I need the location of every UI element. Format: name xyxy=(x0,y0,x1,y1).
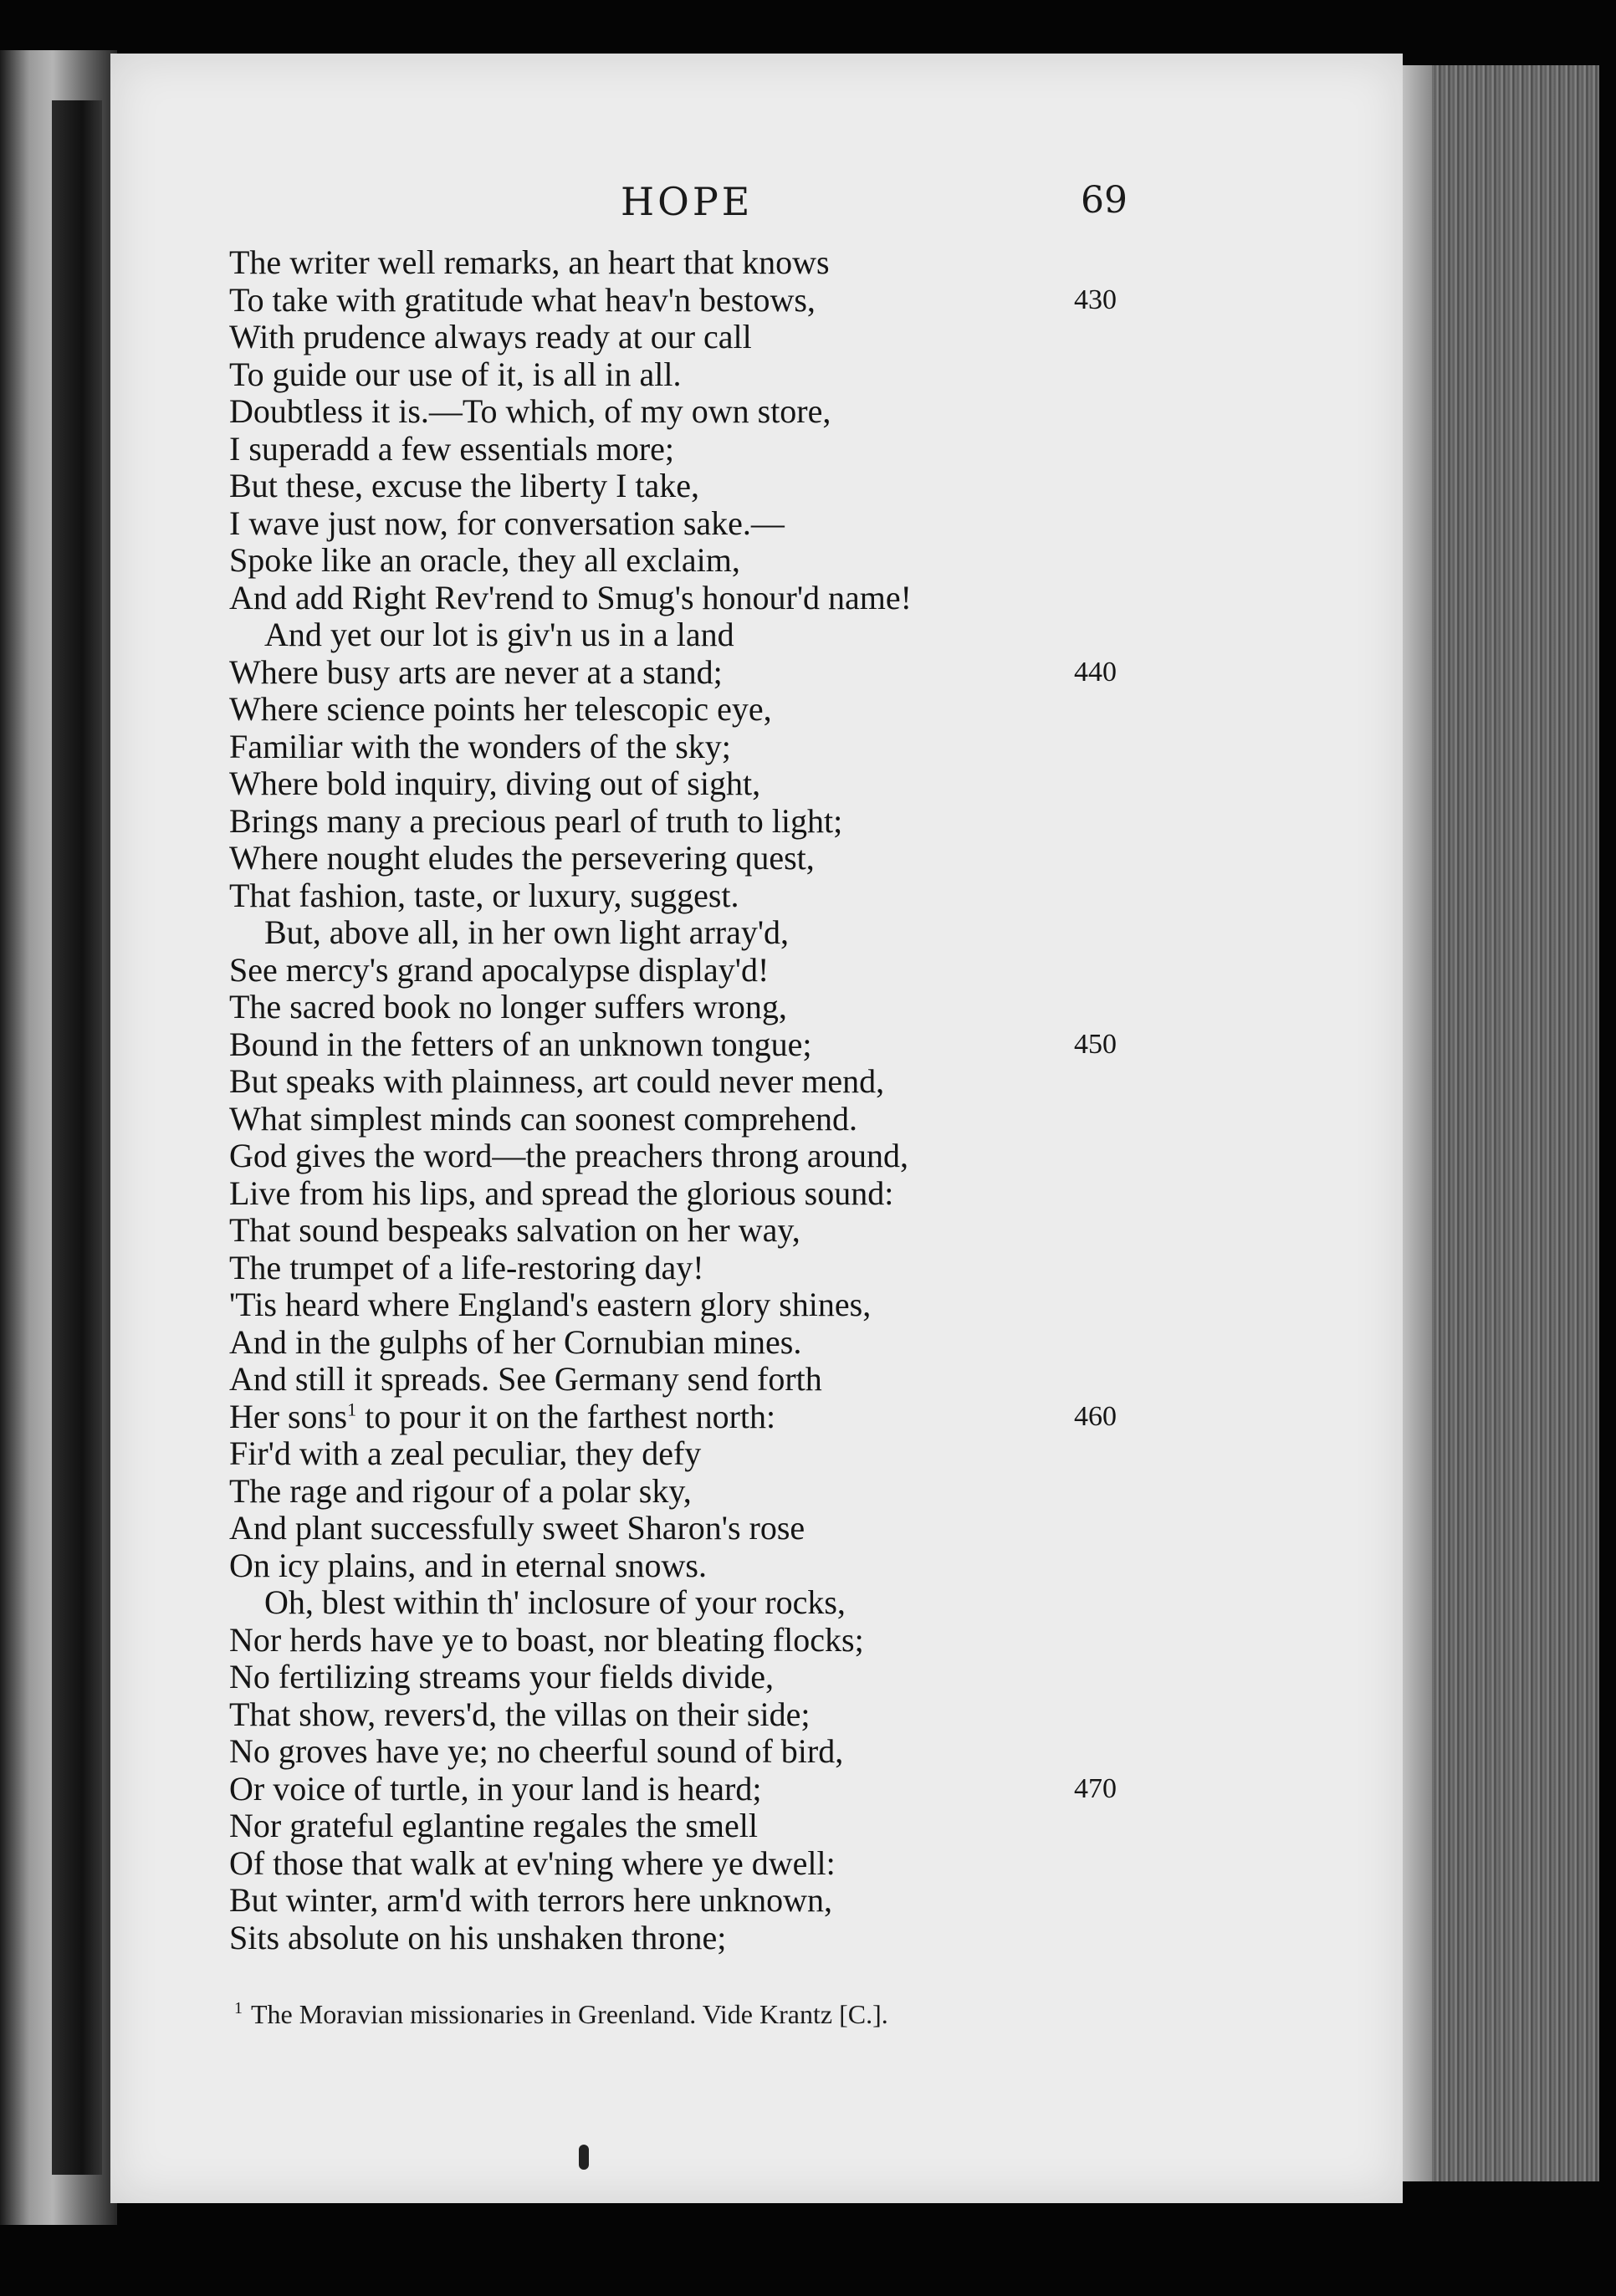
poem-line-words: That show, revers'd, the villas on their side; xyxy=(229,1695,811,1733)
poem-line-text xyxy=(229,877,739,914)
poem-line xyxy=(229,1733,1258,1771)
poem-line xyxy=(229,1361,1258,1399)
poem-line-text xyxy=(229,504,785,542)
poem-line xyxy=(229,1510,1258,1547)
poem-line-words: Where nought eludes the persevering quest, xyxy=(229,839,815,877)
poem-line-text xyxy=(229,1434,701,1472)
poem-line-words: Familiar with the wonders of the sky; xyxy=(229,727,731,765)
poem-line xyxy=(229,1063,1258,1101)
poem-line xyxy=(229,1882,1258,1920)
poem-line-text xyxy=(229,653,723,691)
poem-line-text xyxy=(229,1695,810,1733)
poem-line-words: I superadd a few essentials more; xyxy=(229,429,675,468)
poem-line-words: And still it spreads. See Germany send forth xyxy=(229,1360,822,1398)
poem-line-text xyxy=(229,1360,822,1398)
poem-line-text xyxy=(229,913,789,951)
poem-line-text xyxy=(229,1807,758,1844)
poem-line-words: What simplest minds can soonest comprehend. xyxy=(229,1099,857,1138)
poem-line xyxy=(229,691,1258,729)
poem-line xyxy=(229,729,1258,766)
poem-line-text xyxy=(229,951,769,989)
poem-line-words: Spoke like an oracle, they all exclaim, xyxy=(229,541,740,579)
poem-line xyxy=(229,1547,1258,1585)
poem-line-text xyxy=(229,392,831,430)
poem-line-text xyxy=(229,839,815,877)
poem-line-words: And in the gulphs of her Cornubian mines. xyxy=(229,1322,802,1361)
poem-line xyxy=(229,468,1258,505)
poem-line-words: The rage and rigour of a polar sky, xyxy=(229,1471,692,1510)
poem-line-words: The trumpet of a life-restoring day! xyxy=(229,1248,704,1286)
book-page-block-edge xyxy=(1399,65,1599,2181)
poem-line-words: But, above all, in her own light array'd, xyxy=(264,913,790,951)
poem-line xyxy=(229,1659,1258,1696)
poem-line-words: And plant successfully sweet Sharon's rose xyxy=(229,1509,805,1547)
poem-line-text xyxy=(229,1062,884,1100)
poem-line-text xyxy=(229,1286,871,1323)
poem-line-words: Live from his lips, and spread the glorious sound: xyxy=(229,1174,894,1212)
page-number: 69 xyxy=(1081,179,1128,222)
poem-line-words: With prudence always ready at our call xyxy=(229,318,752,355)
poem-line-text xyxy=(229,1398,775,1435)
poem-line xyxy=(229,580,1258,617)
poem-line-text xyxy=(229,1881,832,1919)
poem-line-text xyxy=(229,1509,805,1547)
poem-line-text xyxy=(229,243,830,281)
line-number: 430 xyxy=(1074,284,1117,315)
poem-line xyxy=(229,356,1258,394)
poem-line-words: The sacred book no longer suffers wrong, xyxy=(229,988,787,1025)
poem-line-text xyxy=(229,1100,857,1138)
poem-line-words: No fertilizing streams your fields divide, xyxy=(229,1658,774,1695)
poem-line-text xyxy=(229,1211,800,1249)
poem-line xyxy=(229,505,1258,543)
poem-line xyxy=(229,1584,1258,1622)
poem-line xyxy=(229,765,1258,803)
book-page xyxy=(110,54,1403,2203)
poem-line-text xyxy=(229,1770,761,1808)
poem-line-words: Fir'd with a zeal peculiar, they defy xyxy=(229,1434,702,1472)
facing-page-edge xyxy=(0,50,117,2225)
poem-line xyxy=(229,1845,1258,1883)
poem-line-words: Oh, blest within th' inclosure of your rocks, xyxy=(264,1583,846,1621)
footnote-mark: 1 xyxy=(234,1999,243,2018)
poem-line xyxy=(229,1473,1258,1511)
poem-line xyxy=(229,1324,1258,1362)
line-number: 450 xyxy=(1074,1028,1117,1060)
poem-line-words: See mercy's grand apocalypse display'd! xyxy=(229,950,770,989)
poem-line xyxy=(229,616,1258,654)
poem-line xyxy=(229,1175,1258,1213)
footnote xyxy=(234,1999,888,2030)
poem-line-text xyxy=(229,1472,692,1510)
poem-line-words: That fashion, taste, or luxury, suggest. xyxy=(229,876,739,914)
poem-line-text xyxy=(229,1137,908,1174)
poem-line-text xyxy=(229,616,734,653)
poem-line-text xyxy=(229,1732,843,1770)
poem-line xyxy=(229,1101,1258,1138)
poem-line-text xyxy=(229,1583,846,1621)
poem-text-block xyxy=(229,244,1258,1956)
poem-line-text xyxy=(229,1547,707,1584)
poem-line xyxy=(229,803,1258,841)
poem-line-text xyxy=(229,988,787,1025)
poem-line-words: Where bold inquiry, diving out of sight, xyxy=(229,764,761,802)
poem-line-words: But winter, arm'd with terrors here unknown, xyxy=(229,1881,832,1919)
poem-line-words: That sound bespeaks salvation on her way, xyxy=(229,1211,800,1249)
poem-line xyxy=(229,431,1258,468)
poem-line-text xyxy=(229,355,681,393)
poem-line-text xyxy=(229,728,731,765)
poem-line xyxy=(229,914,1258,952)
poem-line-text xyxy=(229,690,772,728)
footnote-text: The Moravian missionaries in Greenland. Vide Krantz [C.]. xyxy=(251,1999,888,2029)
poem-line-text xyxy=(229,1174,893,1212)
poem-line-words: And yet our lot is giv'n us in a land xyxy=(264,616,734,653)
poem-line-words: Bound in the fetters of an unknown tongue; xyxy=(229,1025,812,1063)
poem-line-text xyxy=(229,579,912,616)
poem-line xyxy=(229,1250,1258,1287)
poem-line xyxy=(229,542,1258,580)
poem-line-words: Of those that walk at ev'ning where ye dwell: xyxy=(229,1843,836,1882)
poem-line xyxy=(229,1399,1258,1436)
poem-line xyxy=(229,877,1258,915)
poem-line-text xyxy=(229,430,674,468)
poem-line xyxy=(229,244,1258,282)
poem-line xyxy=(229,1138,1258,1175)
running-title: HOPE xyxy=(621,179,754,224)
poem-line-words: And add Right Rev'rend to Smug's honour'd name! xyxy=(229,578,912,616)
poem-line-text xyxy=(229,541,740,579)
poem-line-text xyxy=(229,1844,836,1882)
poem-line xyxy=(229,840,1258,877)
poem-line-words: But speaks with plainness, art could never mend, xyxy=(229,1062,885,1100)
poem-line xyxy=(229,393,1258,431)
poem-line-text xyxy=(229,1621,864,1659)
scan-artifact-speck xyxy=(579,2145,589,2170)
poem-line-words: But these, excuse the liberty I take, xyxy=(229,467,700,504)
poem-line xyxy=(229,1212,1258,1250)
poem-line-words: Where busy arts are never at a stand; xyxy=(229,652,723,691)
poem-line-words: No groves have ye; no cheerful sound of bird, xyxy=(229,1732,844,1770)
poem-line-words: On icy plains, and in eternal snows. xyxy=(229,1546,707,1584)
poem-line xyxy=(229,1622,1258,1659)
poem-line-text xyxy=(229,1323,801,1361)
page-header xyxy=(110,179,1403,238)
poem-line-words: God gives the word—the preachers throng around, xyxy=(229,1137,908,1174)
poem-line xyxy=(229,1286,1258,1324)
poem-line xyxy=(229,989,1258,1026)
poem-line-words: To guide our use of it, is all in all. xyxy=(229,355,682,393)
footnote-reference: 1 xyxy=(347,1399,357,1420)
poem-line-text xyxy=(229,1919,726,1956)
poem-line xyxy=(229,1808,1258,1845)
poem-line xyxy=(229,1771,1258,1808)
poem-line xyxy=(229,1920,1258,1957)
poem-line-words: Doubtless it is.—To which, of my own store, xyxy=(229,392,831,430)
line-number: 440 xyxy=(1074,656,1117,688)
poem-line-text xyxy=(229,281,816,319)
poem-line xyxy=(229,282,1258,320)
poem-line-text xyxy=(229,802,842,840)
poem-line-words: I wave just now, for conversation sake.— xyxy=(229,504,785,542)
line-number: 470 xyxy=(1074,1772,1117,1804)
poem-line-text xyxy=(229,764,760,802)
poem-line xyxy=(229,1026,1258,1064)
poem-line-words: Sits absolute on his unshaken throne; xyxy=(229,1918,727,1956)
poem-line-text xyxy=(229,1249,704,1286)
poem-line xyxy=(229,654,1258,692)
poem-line-words-continued: to pour it on the farthest north: xyxy=(356,1397,776,1435)
poem-line-text xyxy=(229,1658,774,1695)
poem-line-words: Or voice of turtle, in your land is heard; xyxy=(229,1769,762,1808)
poem-line-text xyxy=(229,1025,812,1063)
poem-line-words: To take with gratitude what heav'n bestows, xyxy=(229,280,816,319)
line-number: 460 xyxy=(1074,1400,1117,1432)
poem-line-text xyxy=(229,318,752,355)
poem-line-words: Her sons xyxy=(229,1397,348,1435)
poem-line-words: 'Tis heard where England's eastern glory shines, xyxy=(229,1286,872,1323)
poem-line xyxy=(229,952,1258,989)
poem-line-words: Where science points her telescopic eye, xyxy=(229,690,772,728)
poem-line-text xyxy=(229,467,699,504)
poem-line xyxy=(229,319,1258,356)
poem-line xyxy=(229,1696,1258,1734)
poem-line xyxy=(229,1435,1258,1473)
poem-line-words: Nor grateful eglantine regales the smell xyxy=(229,1807,758,1844)
poem-line-words: The writer well remarks, an heart that knows xyxy=(229,243,830,281)
poem-line-words: Nor herds have ye to boast, nor bleating flocks; xyxy=(229,1620,864,1659)
poem-line-words: Brings many a precious pearl of truth to light; xyxy=(229,801,843,840)
